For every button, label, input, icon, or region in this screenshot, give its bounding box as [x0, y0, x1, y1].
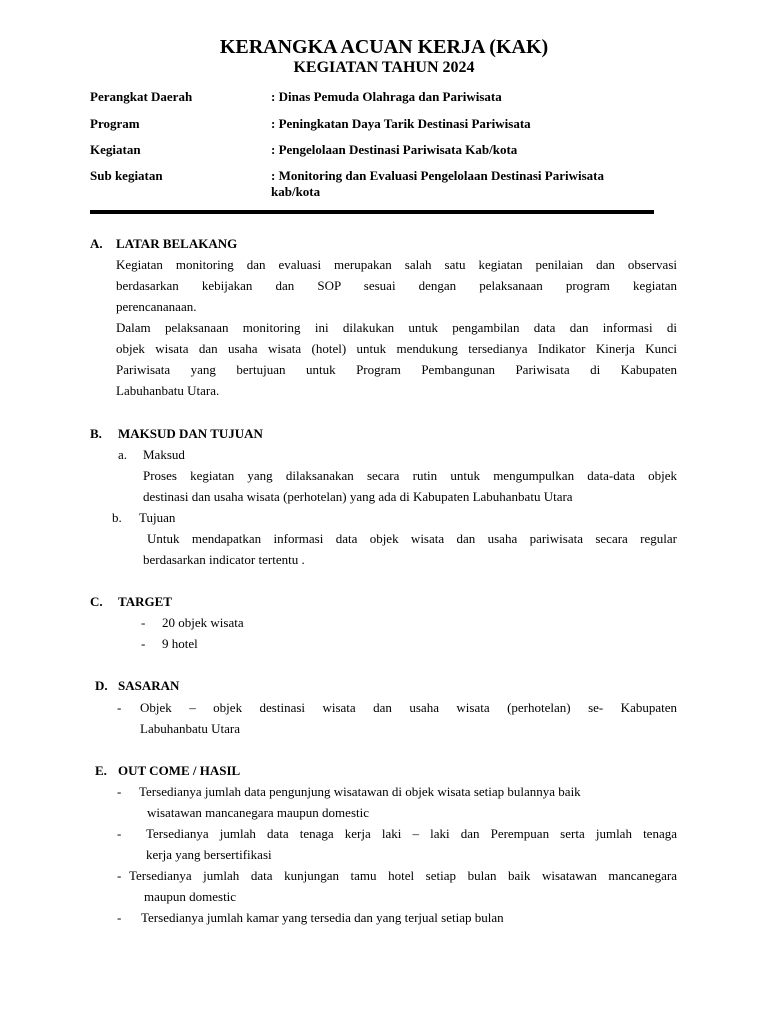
- target-item: 20 objek wisata: [162, 615, 244, 630]
- section-a-line: Kegiatan monitoring dan evaluasi merupakan salah satu kegiatan penilaian dan observasi: [116, 257, 677, 272]
- sasaran-bullet: -: [117, 700, 122, 715]
- section-b-letter: B.: [90, 426, 102, 441]
- section-a-heading: LATAR BELAKANG: [116, 236, 238, 251]
- info-value-program: : Peningkatan Daya Tarik Destinasi Pariwisata: [271, 116, 531, 131]
- section-d-letter: D.: [95, 678, 108, 693]
- target-bullet: -: [141, 615, 146, 630]
- document-title: KERANGKA ACUAN KERJA (KAK): [219, 36, 549, 58]
- section-b-sub-b-line: Untuk mendapatkan informasi data objek wisata dan usaha pariwisata secara regular: [147, 531, 677, 546]
- info-label-sub-kegiatan: Sub kegiatan: [90, 168, 163, 183]
- hasil-item-line: Tersedianya jumlah data kunjungan tamu hotel setiap bulan baik wisatawan mancanegara: [129, 868, 677, 883]
- document-subtitle: KEGIATAN TAHUN 2024: [293, 59, 475, 76]
- section-a-line: Dalam pelaksanaan monitoring ini dilakukan untuk pengambilan data dan informasi di: [116, 320, 677, 335]
- section-b-sub-a-line: destinasi dan usaha wisata (perhotelan) yang ada di Kabupaten Labuhanbatu Utara: [143, 489, 573, 504]
- section-c-heading: TARGET: [118, 594, 172, 609]
- hasil-bullet: -: [117, 784, 122, 799]
- sasaran-line: Objek – objek destinasi wisata dan usaha wisata (perhotelan) se- Kabupaten: [140, 700, 677, 715]
- hasil-item-line: Tersedianya jumlah data pengunjung wisatawan di objek wisata setiap bulannya baik: [139, 784, 581, 799]
- info-label-perangkat-daerah: Perangkat Daerah: [90, 89, 193, 104]
- section-b-sub-b-title: Tujuan: [139, 510, 176, 525]
- info-label-program: Program: [90, 116, 140, 131]
- hasil-item-line: Tersedianya jumlah data tenaga kerja laki – laki dan Perempuan serta jumlah tenaga: [146, 826, 677, 841]
- section-e-letter: E.: [95, 763, 107, 778]
- info-label-kegiatan: Kegiatan: [90, 142, 141, 157]
- target-bullet: -: [141, 636, 146, 651]
- section-b-heading: MAKSUD DAN TUJUAN: [118, 426, 263, 441]
- info-value-sub-kegiatan: : Monitoring dan Evaluasi Pengelolaan Destinasi Pariwisata: [271, 168, 604, 183]
- section-b-sub-b-line: berdasarkan indicator tertentu .: [143, 552, 305, 567]
- hasil-item-line: Tersedianya jumlah kamar yang tersedia dan yang terjual setiap bulan: [141, 910, 504, 925]
- hasil-bullet: -: [117, 910, 122, 925]
- hasil-item-line: kerja yang bersertifikasi: [146, 847, 272, 862]
- section-b-sub-b-marker: b.: [112, 510, 122, 525]
- section-d-heading: SASARAN: [118, 678, 180, 693]
- hasil-item-line: wisatawan mancanegara maupun domestic: [147, 805, 369, 820]
- sasaran-line: Labuhanbatu Utara: [140, 721, 240, 736]
- section-b-sub-a-title: Maksud: [143, 447, 185, 462]
- section-a-letter: A.: [90, 236, 103, 251]
- hasil-item-line: maupun domestic: [144, 889, 237, 904]
- section-e-heading: OUT COME / HASIL: [118, 763, 241, 778]
- info-value-sub-kegiatan-cont: kab/kota: [271, 184, 321, 199]
- section-a-line: objek wisata dan usaha wisata (hotel) untuk mendukung tersedianya Indikator Kinerja Kunci: [116, 341, 677, 356]
- info-value-perangkat-daerah: : Dinas Pemuda Olahraga dan Pariwisata: [271, 89, 502, 104]
- section-a-line: Pariwisata yang bertujuan untuk Program Pembangunan Pariwisata di Kabupaten: [116, 362, 677, 377]
- info-value-kegiatan: : Pengelolaan Destinasi Pariwisata Kab/kota: [271, 142, 518, 157]
- hasil-bullet: -: [117, 868, 122, 883]
- section-b-sub-a-marker: a.: [118, 447, 128, 462]
- section-a-line: berdasarkan kebijakan dan SOP sesuai dengan pelaksanaan program kegiatan: [116, 278, 677, 293]
- section-a-line: perencananaan.: [116, 299, 197, 314]
- section-c-letter: C.: [90, 594, 103, 609]
- target-item: 9 hotel: [162, 636, 198, 651]
- hasil-bullet: -: [117, 826, 122, 841]
- section-a-line: Labuhanbatu Utara.: [116, 383, 220, 398]
- section-b-sub-a-line: Proses kegiatan yang dilaksanakan secara rutin untuk mengumpulkan data-data objek: [143, 468, 677, 483]
- header-divider: [90, 210, 654, 214]
